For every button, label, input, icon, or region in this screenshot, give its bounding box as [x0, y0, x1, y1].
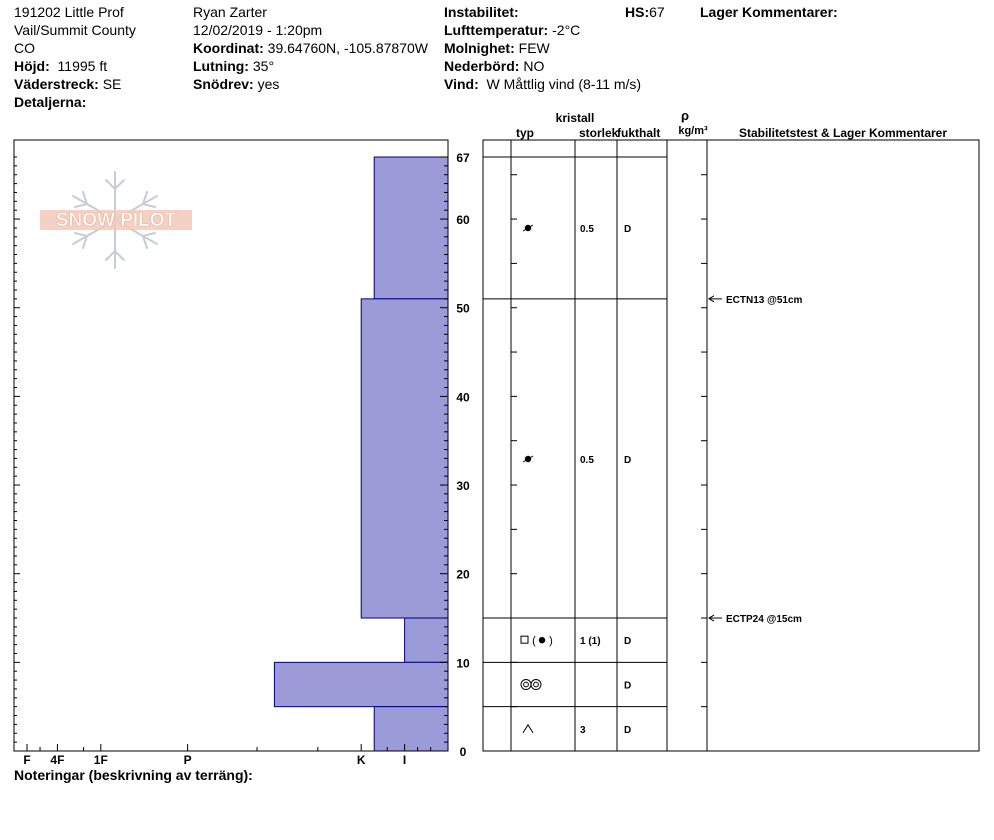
depth-tick-label: 30 [456, 479, 470, 494]
decomposing-icon [523, 225, 533, 231]
stability-test-label: ECTN13 @51cm [726, 294, 803, 306]
slope: Lutning: 35° [193, 58, 275, 74]
table-ticks [511, 175, 707, 751]
melt-forms-icon [521, 680, 541, 690]
header-density-unit: kg/m³ [678, 125, 708, 137]
cloud-cover: Molnighet: FEW [444, 40, 550, 56]
table-frame [483, 140, 979, 751]
ring [531, 680, 541, 690]
precipitation: Nederbörd: NO [444, 58, 545, 74]
hardness-bar [361, 299, 448, 618]
hardness-tick-label: 4F [50, 753, 65, 767]
hardness-tick-label: K [356, 753, 366, 767]
depth-tick-label: 0 [459, 745, 467, 759]
depth-tick-label: 40 [456, 390, 470, 405]
wind-loading: Snödrev: yes [193, 76, 280, 92]
depth-hoar-icon [523, 725, 533, 733]
decomposing-icon [523, 456, 533, 462]
crystal-size: 0.5 [580, 455, 594, 466]
snowpilot-logo [40, 172, 192, 268]
observer: Ryan Zarter [193, 4, 267, 20]
layer-comments-title: Lager Kommentarer: [700, 4, 838, 20]
hardness-bar [405, 618, 448, 662]
instability: Instabilitet: [444, 4, 519, 20]
coordinates: Koordinat: 39.64760N, -105.87870W [193, 40, 428, 56]
crystal-size: 1 (1) [580, 636, 601, 648]
moisture: D [624, 680, 632, 692]
crystal-size: 3 [580, 724, 586, 736]
header-moisture: fukthalt [617, 126, 661, 140]
hardness-bar [374, 707, 448, 751]
header-type: typ [516, 126, 534, 140]
header-crystal: kristall [555, 111, 595, 125]
hardness-tick-label: F [23, 753, 31, 767]
dot [539, 637, 545, 643]
depth-tick-label: 60 [456, 213, 470, 228]
caret [523, 725, 533, 733]
faceted-rounded-icon [521, 635, 553, 647]
header-stability: Stabilitetstest & Lager Kommentarer [738, 126, 948, 140]
site-name: 191202 Little Prof [14, 4, 124, 20]
left-minor-ticks [14, 157, 20, 751]
ring [534, 682, 539, 687]
hardness-tick-label: P [183, 753, 192, 767]
ring [524, 682, 529, 687]
elevation: Höjd: 11995 ft [14, 58, 108, 74]
depth-tick-label: 50 [456, 301, 470, 316]
paren: ( [532, 635, 536, 648]
stability-test-label: ECTP24 @15cm [726, 614, 802, 626]
logo-text: SNOW PILOT [55, 210, 177, 231]
air-temperature: Lufttemperatur: -2°C [444, 22, 581, 38]
square [521, 636, 528, 643]
hardness-bars [274, 157, 448, 751]
moisture: D [624, 224, 632, 235]
datetime: 12/02/2019 - 1:20pm [193, 22, 323, 38]
stability-tests [709, 295, 803, 625]
moisture: D [624, 636, 632, 648]
crystal-table [483, 108, 979, 751]
wind: Vind: W Måttlig vind (8-11 m/s) [444, 76, 642, 92]
snow-height: HS:67 [625, 4, 665, 20]
header-size: storlek [579, 126, 619, 140]
hardness-tick-label: 1F [93, 753, 108, 767]
hardness-bar [274, 662, 448, 706]
depth-tick-label: 10 [456, 656, 470, 671]
details: Detaljerna: [14, 94, 87, 110]
hardness-bar [374, 157, 448, 299]
depth-tick-label: 67 [456, 151, 470, 165]
state: CO [14, 40, 35, 56]
moisture: D [624, 455, 632, 466]
depth-tick-label: 20 [456, 567, 470, 582]
region: Vail/Summit County [14, 22, 136, 38]
moisture: D [624, 724, 632, 736]
header-rho: ρ [680, 108, 690, 123]
notes-label: Noteringar (beskrivning av terräng): [14, 767, 253, 783]
crystal-size: 0.5 [580, 224, 594, 235]
paren: ) [549, 635, 553, 648]
hardness-axis [23, 744, 430, 767]
ring [521, 680, 531, 690]
hardness-tick-label: I [402, 753, 407, 767]
aspect: Väderstreck: SE [14, 76, 122, 92]
